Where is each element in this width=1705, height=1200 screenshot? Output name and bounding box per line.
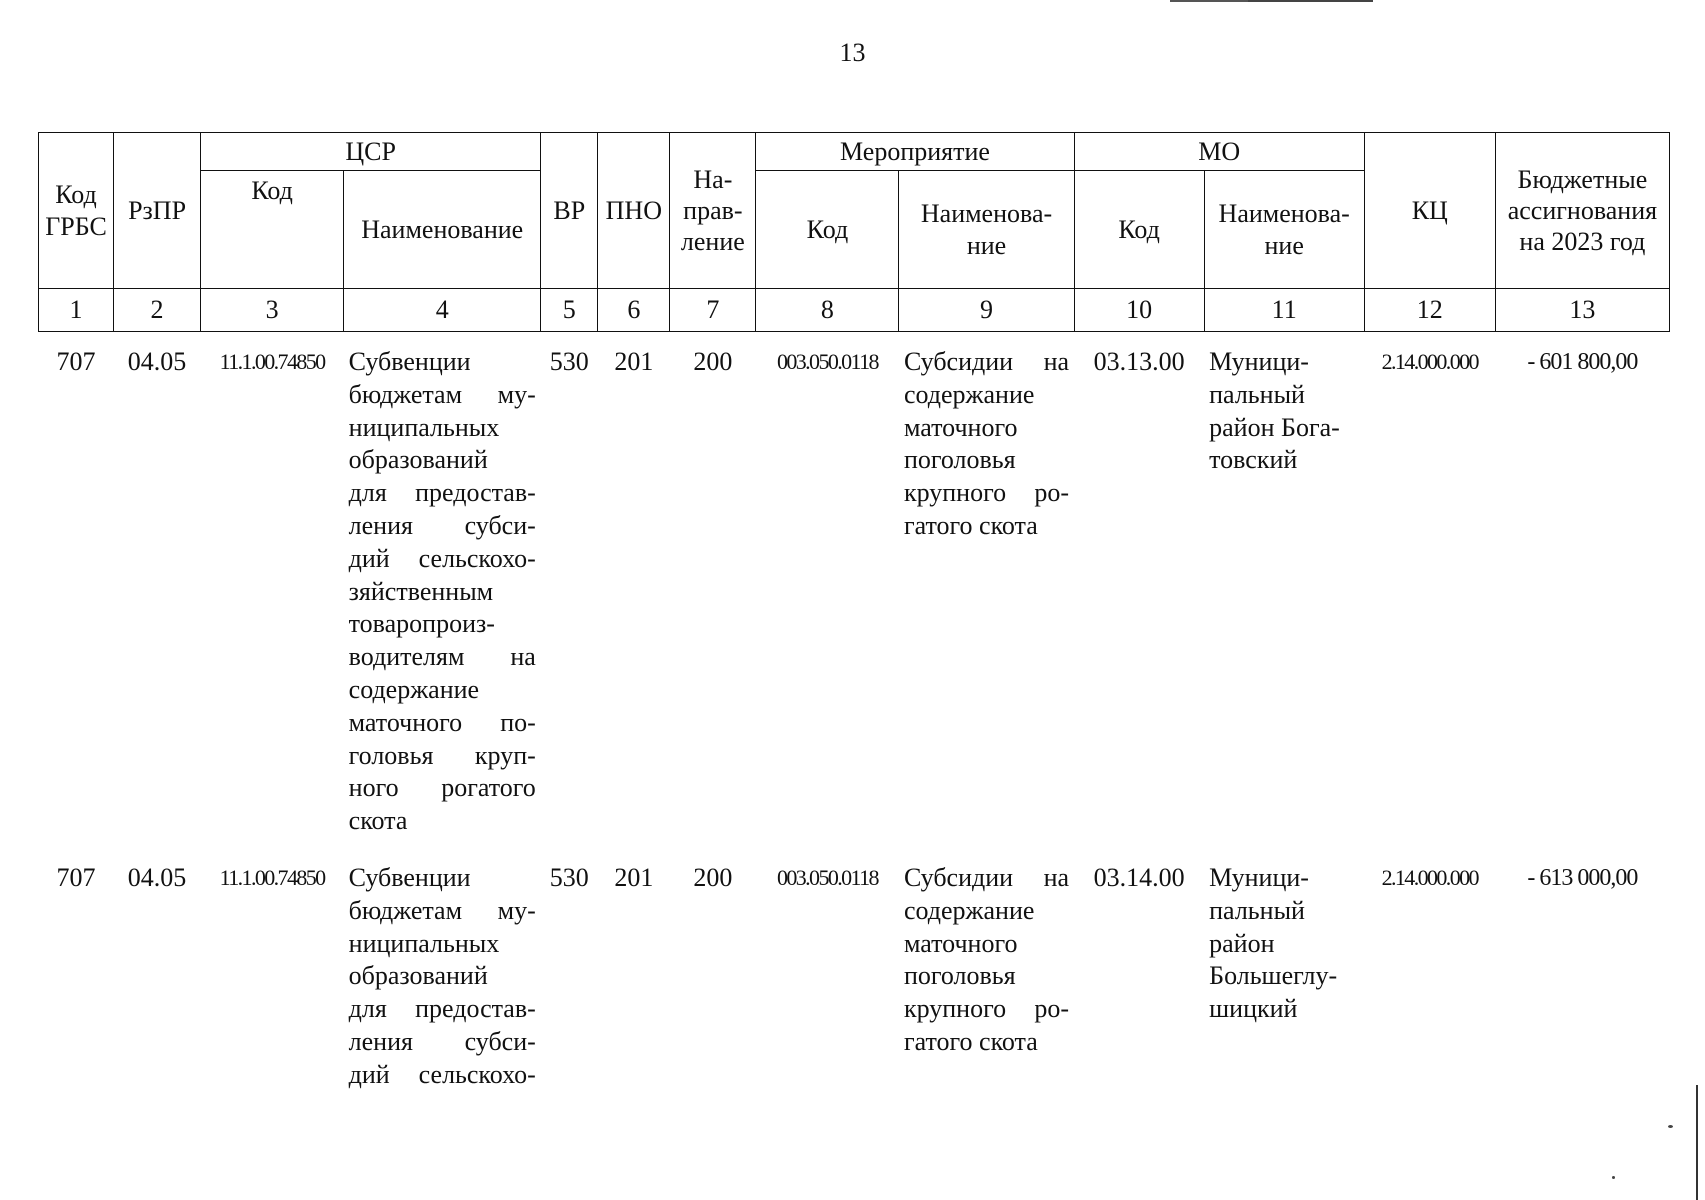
row-kc: 2.14.000.000 bbox=[1381, 349, 1478, 374]
table-row bbox=[39, 838, 1670, 1092]
row-event-code: 003.050.0118 bbox=[776, 864, 878, 890]
row-rzpr: 04.05 bbox=[127, 347, 187, 376]
table-row bbox=[39, 332, 1670, 838]
row-grbs: 707 bbox=[56, 347, 96, 376]
column-number: 2 bbox=[114, 289, 201, 332]
row-direction: 200 bbox=[693, 347, 733, 376]
column-number: 1 bbox=[39, 289, 114, 332]
header-event-name: Наименова- ние bbox=[899, 171, 1074, 289]
column-number: 12 bbox=[1364, 289, 1495, 332]
row-mo-name: Муници- пальный район Бога- товский bbox=[1209, 347, 1340, 475]
header-direction: На- прав- ление bbox=[670, 133, 756, 289]
header-csr-name: Наименование bbox=[344, 171, 541, 289]
scan-edge-line bbox=[1696, 1085, 1698, 1200]
header-budget: Бюджетные ассигнования на 2023 год bbox=[1495, 133, 1669, 289]
header-csr-group: ЦСР bbox=[201, 133, 541, 171]
row-event-code: 003.050.0118 bbox=[776, 349, 878, 374]
column-number-row bbox=[39, 289, 1670, 332]
row-rzpr: 04.05 bbox=[127, 862, 187, 892]
budget-table bbox=[38, 132, 1670, 1092]
scan-mark bbox=[1248, 0, 1373, 2]
header-rzpr: РзПР bbox=[114, 133, 201, 289]
header-kc: КЦ bbox=[1364, 133, 1495, 289]
row-event-name: Субсидии на содержание маточного поголовья крупного ро- гатого скота bbox=[903, 862, 1070, 1056]
column-number: 7 bbox=[670, 289, 756, 332]
column-number: 8 bbox=[756, 289, 899, 332]
column-number: 4 bbox=[344, 289, 541, 332]
scan-speck bbox=[1668, 1125, 1673, 1128]
row-mo-code: 03.14.00 bbox=[1093, 862, 1185, 892]
header-event-group: Мероприятие bbox=[756, 133, 1074, 171]
column-number: 11 bbox=[1204, 289, 1364, 332]
row-csr-code: 11.1.00.74850 bbox=[219, 864, 325, 890]
header-csr-code: Код bbox=[201, 171, 344, 289]
row-vr: 530 bbox=[549, 347, 589, 376]
header-vr: ВР bbox=[541, 133, 598, 289]
row-direction: 200 bbox=[693, 862, 733, 892]
header-mo-name: Наименова- ние bbox=[1204, 171, 1364, 289]
header-mo-group: МО bbox=[1074, 133, 1364, 171]
column-number: 9 bbox=[899, 289, 1074, 332]
row-kc: 2.14.000.000 bbox=[1381, 864, 1478, 890]
row-mo-name: Муници- пальный район Большеглу- шицкий bbox=[1209, 862, 1338, 1024]
row-amount: - 601 800,00 bbox=[1527, 349, 1638, 375]
scan-speck bbox=[1612, 1176, 1615, 1179]
column-number: 6 bbox=[598, 289, 670, 332]
row-pno: 201 bbox=[614, 347, 654, 376]
row-amount: - 613 000,00 bbox=[1527, 864, 1638, 891]
header-grbs: Код ГРБС bbox=[39, 133, 114, 289]
row-csr-name: Субвенции бюджетам му- ниципальных образований для предостав- ления субси- дий сельскохо- зяйственным товаропроиз- водителям на содержание маточного по- головья круп- ного рогатого скота bbox=[348, 347, 536, 836]
column-number: 10 bbox=[1074, 289, 1204, 332]
column-number: 3 bbox=[201, 289, 344, 332]
row-grbs: 707 bbox=[56, 862, 96, 892]
row-csr-name: Субвенции бюджетам му- ниципальных образований для предостав- ления субси- дий сельскохо- bbox=[348, 862, 536, 1089]
row-pno: 201 bbox=[614, 862, 654, 892]
header-event-code: Код bbox=[756, 171, 899, 289]
table-header bbox=[39, 133, 1670, 332]
row-csr-code: 11.1.00.74850 bbox=[219, 349, 325, 374]
column-number: 5 bbox=[541, 289, 598, 332]
column-number: 13 bbox=[1495, 289, 1669, 332]
header-pno: ПНО bbox=[598, 133, 670, 289]
row-event-name: Субсидии на содержание маточного поголовья крупного ро- гатого скота bbox=[903, 347, 1070, 540]
row-mo-code: 03.13.00 bbox=[1093, 347, 1185, 376]
header-mo-code: Код bbox=[1074, 171, 1204, 289]
row-vr: 530 bbox=[549, 862, 589, 892]
page-number: 13 bbox=[839, 38, 866, 67]
